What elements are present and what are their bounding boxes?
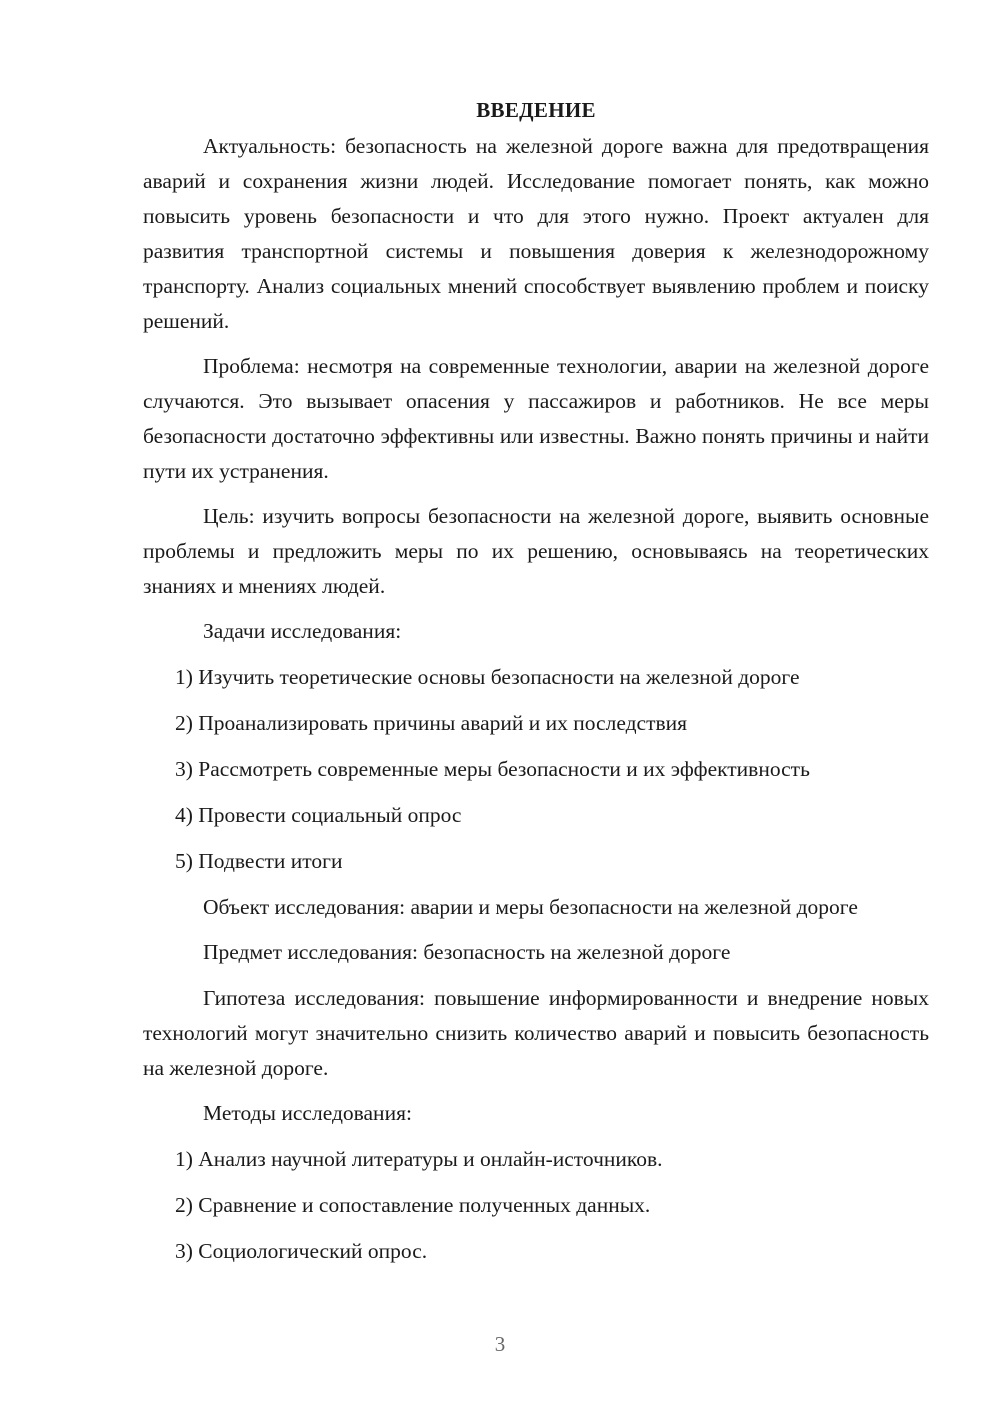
subject-paragraph: Предмет исследования: безопасность на железной дороге [203, 940, 731, 964]
goal-paragraph: Цель: изучить вопросы безопасности на железной дороге, выявить основные проблемы и предложить меры по их решению, основываясь на теоретических знаниях и мнениях людей. [143, 504, 929, 598]
page-number: 3 [494, 1332, 506, 1356]
list-item: 3) Рассмотреть современные меры безопасности и их эффективность [175, 757, 810, 781]
hypothesis-paragraph: Гипотеза исследования: повышение информированности и внедрение новых технологий могут значительно снизить количество аварий и повысить безопасность на железной дороге. [143, 986, 929, 1080]
list-item: 5) Подвести итоги [175, 849, 343, 873]
object-paragraph: Объект исследования: аварии и меры безопасности на железной дороге [203, 895, 858, 919]
list-item: 1) Изучить теоретические основы безопасности на железной дороге [175, 665, 800, 689]
relevance-paragraph: Актуальность: безопасность на железной дороге важна для предотвращения аварий и сохранения жизни людей. Исследование помогает понять, как можно повысить уровень безопасности и что для этого нужно. Проект актуален для развития транспортной системы и повышения доверия к железнодорожному транспорту. Анализ социальных мнений способствует выявлению проблем и поиску решений. [143, 134, 929, 333]
problem-paragraph: Проблема: несмотря на современные технологии, аварии на железной дороге случаются. Это вызывает опасения у пассажиров и работников. Не все меры безопасности достаточно эффективны или известны. Важно понять причины и найти пути их устранения. [143, 354, 929, 483]
list-item: 1) Анализ научной литературы и онлайн-источников. [175, 1147, 663, 1171]
list-item: 3) Социологический опрос. [175, 1239, 428, 1263]
methods-list [143, 1142, 929, 1269]
document-page [143, 92, 929, 1280]
list-item: 4) Провести социальный опрос [175, 803, 462, 827]
list-item: 2) Сравнение и сопоставление полученных данных. [175, 1193, 651, 1217]
list-item: 2) Проанализировать причины аварий и их последствия [175, 711, 688, 735]
section-title: ВВЕДЕНИЕ [476, 98, 596, 122]
methods-heading: Методы исследования: [203, 1101, 412, 1125]
tasks-heading: Задачи исследования: [203, 619, 402, 643]
tasks-list [143, 660, 929, 879]
